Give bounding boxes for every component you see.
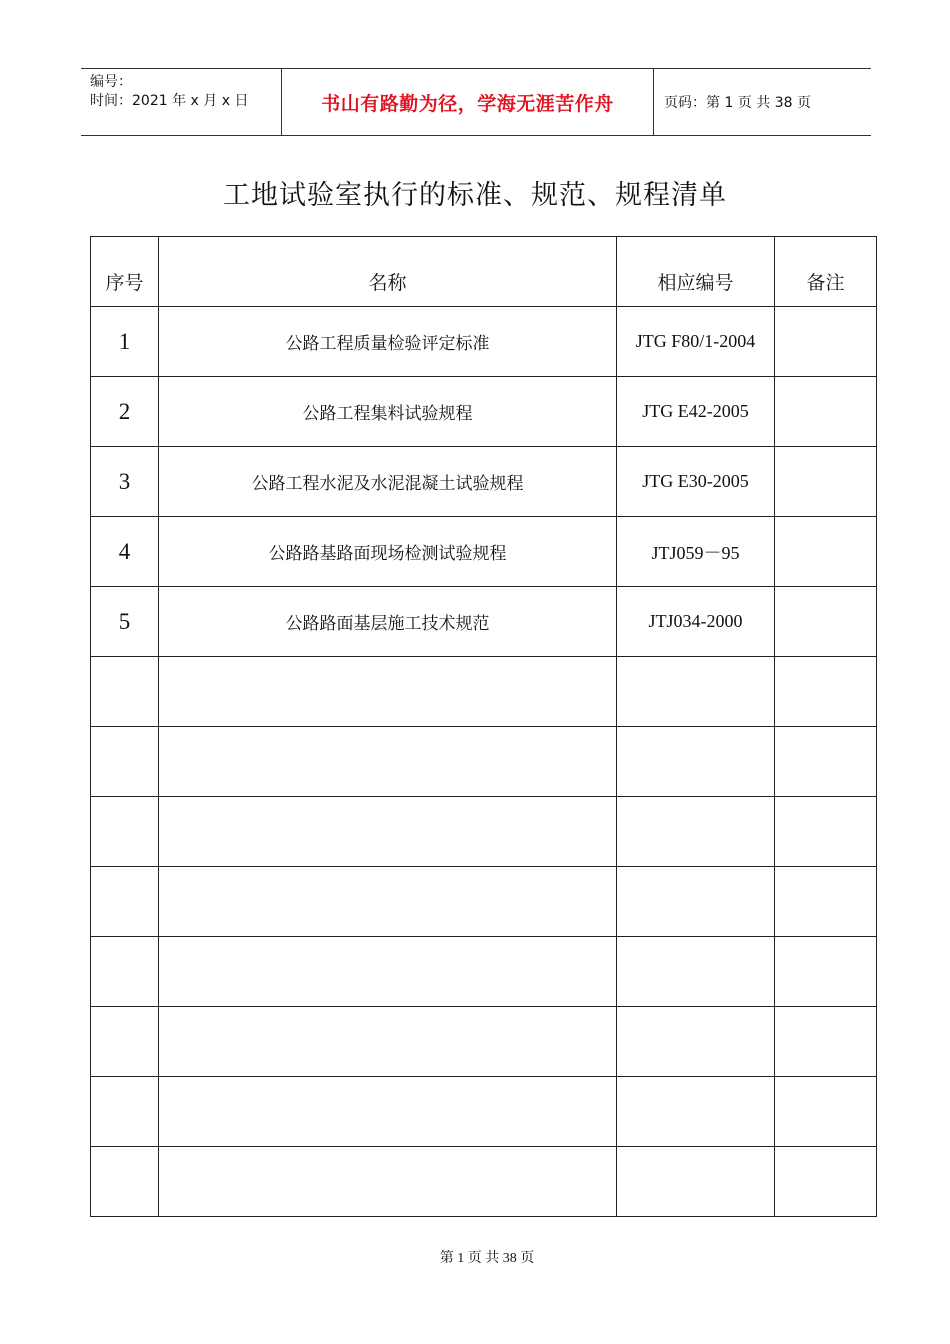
- row-index: 4: [91, 517, 159, 587]
- table-row: [91, 447, 877, 517]
- row-index: 1: [91, 307, 159, 377]
- row-index: [91, 867, 159, 937]
- table-row: [91, 517, 877, 587]
- row-note: [775, 587, 877, 657]
- row-code: [617, 1007, 775, 1077]
- doc-date: 时间：2021 年 x 月 x 日: [90, 93, 249, 109]
- header-code: 相应编号: [617, 237, 775, 307]
- table-body: [91, 307, 877, 1217]
- table-row: [91, 657, 877, 727]
- row-code: [617, 657, 775, 727]
- header-motto: 书山有路勤为径，学海无涯苦作舟: [282, 69, 654, 135]
- row-code: [617, 937, 775, 1007]
- row-name: 公路工程集料试验规程: [159, 377, 617, 447]
- row-index: 3: [91, 447, 159, 517]
- header-name: 名称: [159, 237, 617, 307]
- header-index: 序号: [91, 237, 159, 307]
- row-code: JTJ059－95: [617, 517, 775, 587]
- table-header-row: [91, 237, 877, 307]
- row-name: 公路工程质量检验评定标准: [159, 307, 617, 377]
- row-note: [775, 1077, 877, 1147]
- row-note: [775, 307, 877, 377]
- document-title: 工地试验室执行的标准、规范、规程清单: [223, 180, 727, 211]
- row-note: [775, 937, 877, 1007]
- row-name: 公路路基路面现场检测试验规程: [159, 517, 617, 587]
- row-code: JTJ034-2000: [617, 587, 775, 657]
- row-name: [159, 797, 617, 867]
- row-name: [159, 1147, 617, 1217]
- table-row: [91, 1147, 877, 1217]
- row-code: JTG F80/1-2004: [617, 307, 775, 377]
- row-code: [617, 1147, 775, 1217]
- row-index: 2: [91, 377, 159, 447]
- standards-table: [90, 236, 877, 1217]
- row-index: [91, 1077, 159, 1147]
- row-note: [775, 727, 877, 797]
- row-note: [775, 1147, 877, 1217]
- table-row: [91, 587, 877, 657]
- page-header: [81, 68, 871, 136]
- table-row: [91, 937, 877, 1007]
- row-name: [159, 727, 617, 797]
- row-code: [617, 727, 775, 797]
- row-note: [775, 657, 877, 727]
- row-index: [91, 657, 159, 727]
- row-index: [91, 937, 159, 1007]
- row-note: [775, 1007, 877, 1077]
- row-index: 5: [91, 587, 159, 657]
- table-row: [91, 307, 877, 377]
- row-name: 公路路面基层施工技术规范: [159, 587, 617, 657]
- table-row: [91, 727, 877, 797]
- page-footer: 第 1 页 共 38 页: [439, 1251, 535, 1266]
- row-code: JTG E30-2005: [617, 447, 775, 517]
- table-row: [91, 377, 877, 447]
- row-index: [91, 1007, 159, 1077]
- row-index: [91, 727, 159, 797]
- row-code: JTG E42-2005: [617, 377, 775, 447]
- row-name: [159, 1007, 617, 1077]
- row-note: [775, 797, 877, 867]
- row-note: [775, 447, 877, 517]
- row-code: [617, 797, 775, 867]
- header-note: 备注: [775, 237, 877, 307]
- row-name: 公路工程水泥及水泥混凝土试验规程: [159, 447, 617, 517]
- table-row: [91, 1077, 877, 1147]
- row-note: [775, 517, 877, 587]
- table-row: [91, 1007, 877, 1077]
- header-meta: [81, 69, 282, 135]
- row-note: [775, 377, 877, 447]
- table-row: [91, 797, 877, 867]
- row-name: [159, 657, 617, 727]
- row-index: [91, 797, 159, 867]
- row-code: [617, 1077, 775, 1147]
- row-name: [159, 1077, 617, 1147]
- table-row: [91, 867, 877, 937]
- header-page-info: 页码：第 1 页 共 38 页: [664, 95, 811, 111]
- row-code: [617, 867, 775, 937]
- row-name: [159, 937, 617, 1007]
- row-note: [775, 867, 877, 937]
- row-name: [159, 867, 617, 937]
- row-index: [91, 1147, 159, 1217]
- doc-number-label: 编号：: [90, 74, 132, 90]
